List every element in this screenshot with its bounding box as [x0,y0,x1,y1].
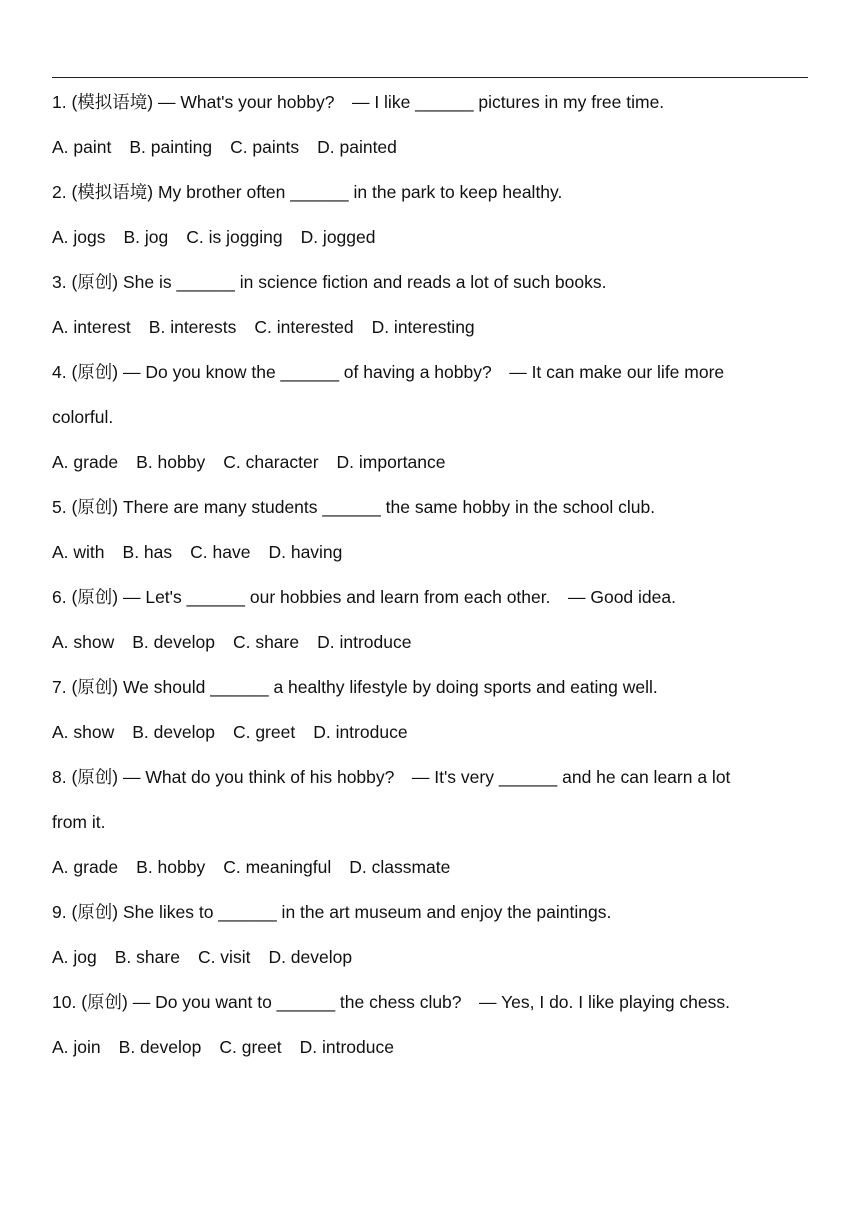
option-d: D. introduce [299,1037,394,1057]
question-3: 3. (原创) She is ______ in science fiction and reads a lot of such books. [52,272,607,292]
option-a: A. grade [52,452,119,472]
option-d: D. develop [268,947,353,967]
question-4-line-1: 4. (原创) — Do you know the ______ of having a hobby? — It can make our life more [52,362,725,382]
option-c: C. is jogging [186,227,283,247]
option-c: C. visit [197,947,251,967]
option-c: C. have [190,542,251,562]
option-b: B. hobby [136,857,206,877]
option-d: D. classmate [349,857,451,877]
option-a: A. paint [52,137,112,157]
question-10-options [52,1025,812,1070]
option-d: D. introduce [313,722,408,742]
question-9-options [52,935,812,980]
option-b: B. develop [118,1037,202,1057]
question-7: 7. (原创) We should ______ a healthy lifestyle by doing sports and eating well. [52,677,658,697]
option-b: B. has [122,542,173,562]
question-5-options [52,530,812,575]
question-9: 9. (原创) She likes to ______ in the art museum and enjoy the paintings. [52,902,612,922]
option-a: A. show [52,632,115,652]
question-6: 6. (原创) — Let's ______ our hobbies and learn from each other. — Good idea. [52,587,676,607]
question-4-line-2: colorful. [52,407,114,427]
option-d: D. painted [317,137,397,157]
option-d: D. interesting [371,317,475,337]
option-b: B. share [114,947,180,967]
option-b: B. jog [123,227,169,247]
option-c: C. paints [230,137,300,157]
option-a: A. show [52,722,115,742]
option-b: B. develop [132,722,215,742]
option-d: D. having [268,542,343,562]
option-d: D. introduce [317,632,412,652]
question-3-options [52,305,812,350]
option-c: C. interested [254,317,354,337]
option-c: C. meaningful [223,857,332,877]
question-8-options [52,845,812,890]
question-10: 10. (原创) — Do you want to ______ the chess club? — Yes, I do. I like playing chess. [52,992,730,1012]
option-d: D. jogged [300,227,376,247]
option-c: C. greet [219,1037,282,1057]
option-c: C. share [232,632,300,652]
option-a: A. jogs [52,227,106,247]
question-2: 2. (模拟语境) My brother often ______ in the park to keep healthy. [52,182,563,202]
question-8-line-1: 8. (原创) — What do you think of his hobby? — It's very ______ and he can learn a lot [52,767,731,787]
option-d: D. importance [336,452,446,472]
option-b: B. interests [148,317,237,337]
question-7-options [52,710,812,755]
question-1-options [52,125,812,170]
option-b: B. develop [132,632,215,652]
option-b: B. painting [129,137,213,157]
top-divider [52,77,808,78]
question-6-options [52,620,812,665]
option-a: A. grade [52,857,119,877]
question-8-line-2: from it. [52,812,106,832]
option-a: A. interest [52,317,131,337]
option-c: C. character [223,452,319,472]
option-b: B. hobby [136,452,206,472]
option-a: A. with [52,542,105,562]
question-4-options [52,440,812,485]
question-1: 1. (模拟语境) — What's your hobby? — I like ______ pictures in my free time. [52,92,665,112]
question-list [52,80,812,1070]
option-a: A. join [52,1037,101,1057]
option-a: A. jog [52,947,97,967]
option-c: C. greet [232,722,296,742]
question-2-options [52,215,812,260]
question-5: 5. (原创) There are many students ______ the same hobby in the school club. [52,497,656,517]
